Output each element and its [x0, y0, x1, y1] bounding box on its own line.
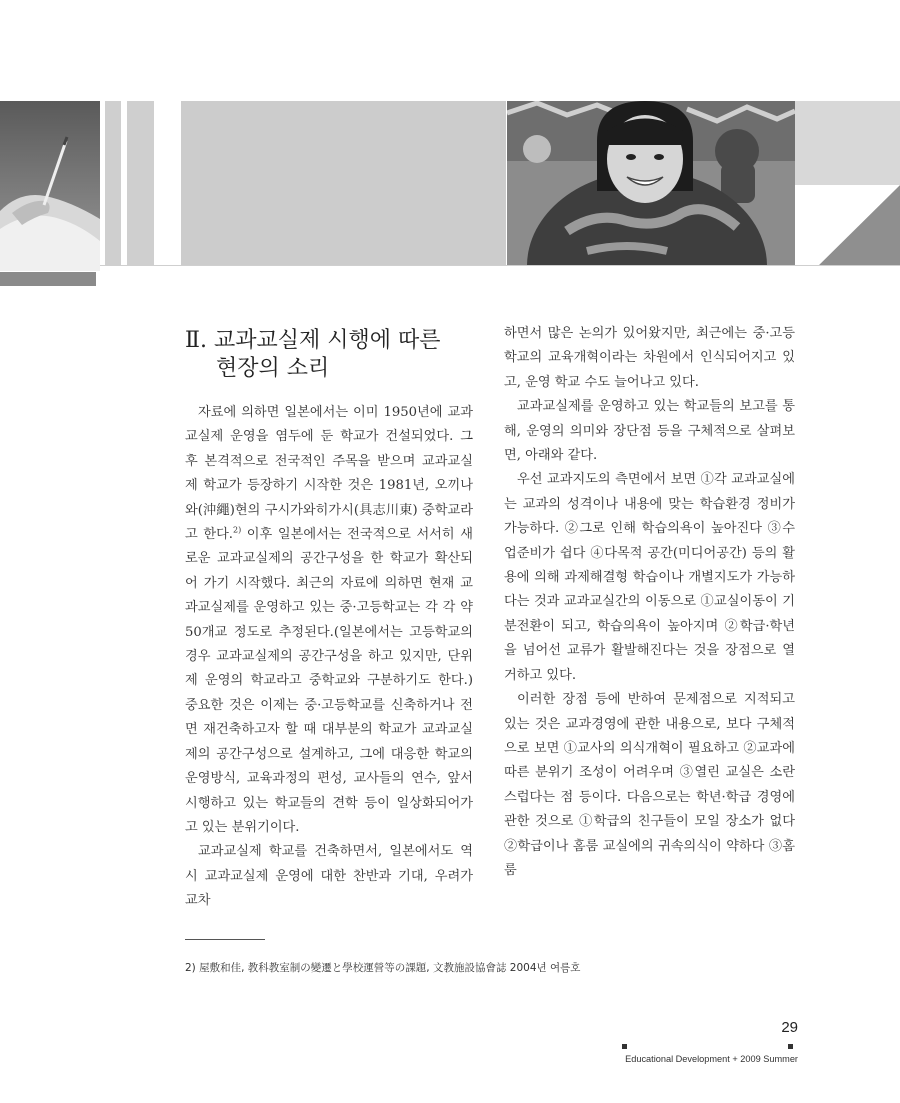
square-bullet-icon — [788, 1044, 793, 1049]
footnote: 2) 屋敷和佳, 教科教室制の變遷と學校運營等の課題, 文教施設協會誌 2004년 여름호 — [185, 962, 581, 974]
paragraph: 교과교실제 학교를 건축하면서, 일본에서도 역시 교과교실제 운영에 대한 찬반과 기대, 우려가 교차 — [185, 844, 473, 909]
heading-line-2: 현장의 소리 — [216, 356, 330, 381]
photo-girl-with-globe — [507, 101, 795, 265]
paragraph: 우선 교과지도의 측면에서 보면 ①각 교과교실에는 교과의 성격이나 내용에 맞는 학습환경 정비가 가능하다. ②그로 인해 학습의욕이 높아진다 ③수업준비가 쉽다 ④다목적 공간(미디어공간) 등의 활용에 의해 과제해결형 학습이나 개별지도가 가능하다는 것과 교과교실간의 이동으로 ①교실이동이 기분전환이 되고, 학습의욕이 높아지며 ②학급·학년을 넘어선 교류가 활발해진다는 것을 장점으로 열거하고 있다. — [504, 472, 795, 683]
journal-name: Educational Development + 2009 Summer — [625, 1054, 798, 1064]
decor-stripe — [127, 101, 154, 265]
section-heading — [185, 327, 485, 383]
left-column — [185, 401, 473, 914]
paragraph-text: 자료에 의하면 일본에서는 이미 1950년에 교과교실제 운영을 염두에 둔 학교가 건설되었다. 그 후 본격적으로 전국적인 주목을 받으며 교과교실제 학교가 등장하기 시작한 것은 1981년, 오끼나와(沖繩)현의 구시가와히가시(具志川東) 중학교라고 한다. — [185, 405, 473, 543]
paragraph: 하면서 많은 논의가 있어왔지만, 최근에는 중·고등학교의 교육개혁이라는 차원에서 인식되어지고 있고, 운영 학교 수도 늘어나고 있다. — [504, 326, 795, 390]
right-column — [504, 322, 795, 883]
footnote-rule — [185, 939, 265, 940]
heading-line-1: Ⅱ. 교과교실제 시행에 따른 — [185, 328, 441, 353]
header-banner — [0, 101, 900, 287]
paragraph: 교과교실제를 운영하고 있는 학교들의 보고를 통해, 운영의 의미와 장단점 등을 구체적으로 살펴보면, 아래와 같다. — [504, 399, 795, 464]
footnote-ref[interactable]: 2) — [233, 525, 242, 535]
paragraph — [185, 401, 473, 840]
decor-bar — [0, 272, 96, 286]
decor-panel — [181, 101, 506, 265]
page-number: 29 — [781, 1019, 798, 1036]
decor-stripe — [105, 101, 121, 265]
paragraph-text: 이후 일본에서는 전국적으로 서서히 새로운 교과교실제의 공간구성을 한 학교가 확산되어 가기 시작했다. 최근의 자료에 의하면 현재 교과교실제를 운영하고 있는 중·고등학교는 각 각 약 50개교 정도로 추정된다.(일본에서는 고등학교의 경우 교과교실제의 공간구성을 하고 있지만, 단위제 운영의 학교라고 중학교와 구분하기도 한다.) 중요한 것은 이제는 중·고등학교를 신축하거나 전면 재건축하고자 할 때 대부분의 학교가 교과교실제의 공간구성으로 설계하고, 그에 대응한 학교의 운영방식, 교육과정의 편성, 교사들의 연수, 앞서 시행하고 있는 학교들의 견학 등이 일상화되어가고 있는 분위기이다. — [185, 527, 473, 835]
square-bullet-icon — [622, 1044, 627, 1049]
decor-triangle — [795, 101, 900, 265]
photo-hand-writing — [0, 101, 100, 271]
banner-rule — [100, 265, 900, 266]
paragraph: 이러한 장점 등에 반하여 문제점으로 지적되고 있는 것은 교과경영에 관한 내용으로, 보다 구체적으로 보면 ①교사의 의식개혁이 필요하고 ②교과에 따른 분위기 조성이 어려우며 ③열린 교실은 소란스럽다는 점 등이다. 다음으로는 학년·학급 경영에 관한 것으로 ①학급의 친구들이 모일 장소가 없다 ②학급이나 홈룸 교실에의 귀속의식이 약하다 ③홈룸 — [504, 692, 795, 878]
